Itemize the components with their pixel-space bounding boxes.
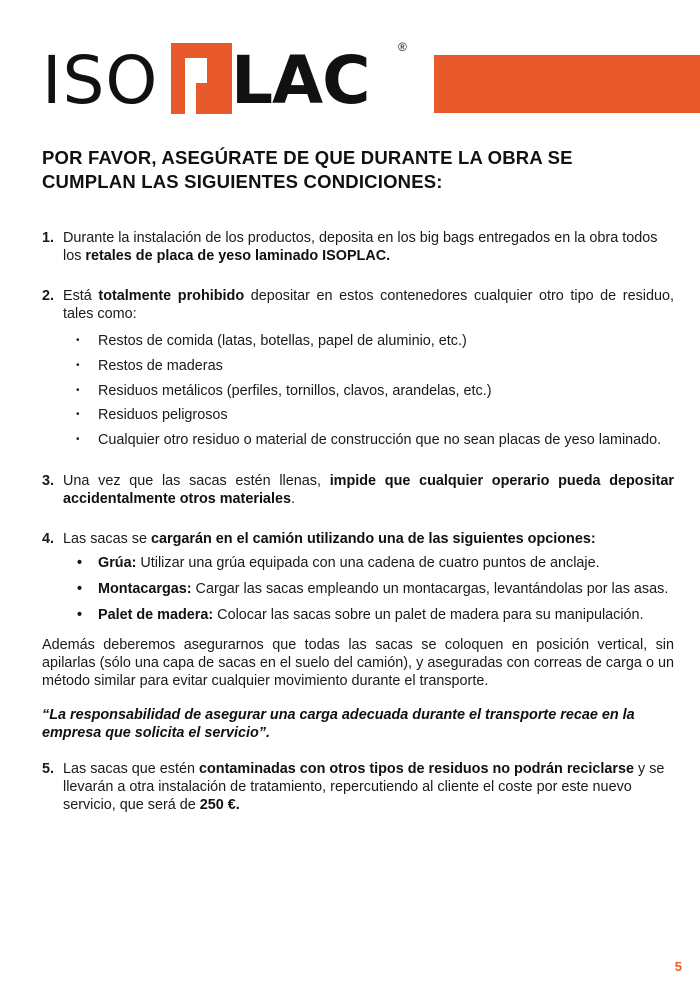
list-item: • Restos de maderas xyxy=(63,354,674,379)
item-text: Las sacas se cargarán en el camión utilizando una de las siguientes opciones: xyxy=(63,530,596,547)
registered-mark: ® xyxy=(398,40,407,54)
item-text: Las sacas que estén contaminadas con otros tipos de residuos no podrán reciclarse y se llevarán a otra instalación de tratamiento, repercutiendo al cliente el coste por este nuevo servicio, que será de 250 €. xyxy=(63,760,665,813)
list-item: • Residuos metálicos (perfiles, tornillos, clavos, arandelas, etc.) xyxy=(63,379,674,404)
list-item: • Montacargas: Cargar las sacas empleando un montacargas, levantándolas por las asas. xyxy=(63,580,674,598)
logo-prefix: ISO xyxy=(42,42,159,119)
loading-options-list xyxy=(63,554,674,624)
prohibited-list xyxy=(63,329,674,453)
transport-paragraph: Además deberemos asegurarnos que todas las sacas se coloquen en posición vertical, sin apilarlas (sólo una capa de sacas en el suelo del camión), y aseguradas con correas de carga o un método similar para evitar cualquier movimiento durante el transporte. xyxy=(42,636,674,689)
brand-bar xyxy=(434,55,700,113)
conditions-content xyxy=(42,229,674,814)
list-item: • Residuos peligrosos xyxy=(63,403,674,428)
list-item: • Cualquier otro residuo o material de construcción que no sean placas de yeso laminado. xyxy=(63,428,674,453)
item-number: 3. xyxy=(42,472,55,489)
item-text: Durante la instalación de los productos, deposita en los big bags entregados en la obra todos los retales de placa de yeso laminado ISOPLAC. xyxy=(63,230,658,264)
condition-item-5 xyxy=(42,760,674,814)
item-number: 4. xyxy=(42,530,55,547)
condition-item-3 xyxy=(42,472,674,508)
list-item: • Restos de comida (latas, botellas, papel de aluminio, etc.) xyxy=(63,329,674,354)
item-number: 1. xyxy=(42,230,55,246)
item-text: Está totalmente prohibido depositar en estos contenedores cualquier otro tipo de residuo, tales como: xyxy=(63,288,674,322)
responsibility-quote: “La responsabilidad de asegurar una carga adecuada durante el transporte recae en la empresa que solicita el servicio”. xyxy=(42,706,635,741)
page-number: 5 xyxy=(674,959,682,974)
condition-item-1 xyxy=(42,229,674,265)
item-number: 5. xyxy=(42,760,55,777)
item-text: Una vez que las sacas estén llenas, impide que cualquier operario pueda depositar accidentalmente otros materiales. xyxy=(63,472,674,507)
list-item: • Palet de madera: Colocar las sacas sobre un palet de madera para su manipulación. xyxy=(63,606,674,624)
list-item: • Grúa: Utilizar una grúa equipada con una cadena de cuatro puntos de anclaje. xyxy=(63,554,674,572)
condition-item-4 xyxy=(42,530,674,624)
logo-suffix: LAC xyxy=(231,42,370,119)
item-number: 2. xyxy=(42,288,55,304)
condition-item-2 xyxy=(42,287,674,453)
page-title: POR FAVOR, ASEGÚRATE DE QUE DURANTE LA OBRA SE CUMPLAN LAS SIGUIENTES CONDICIONES: xyxy=(42,147,573,192)
logo-p-mark-icon xyxy=(171,43,232,114)
logo xyxy=(42,40,412,119)
